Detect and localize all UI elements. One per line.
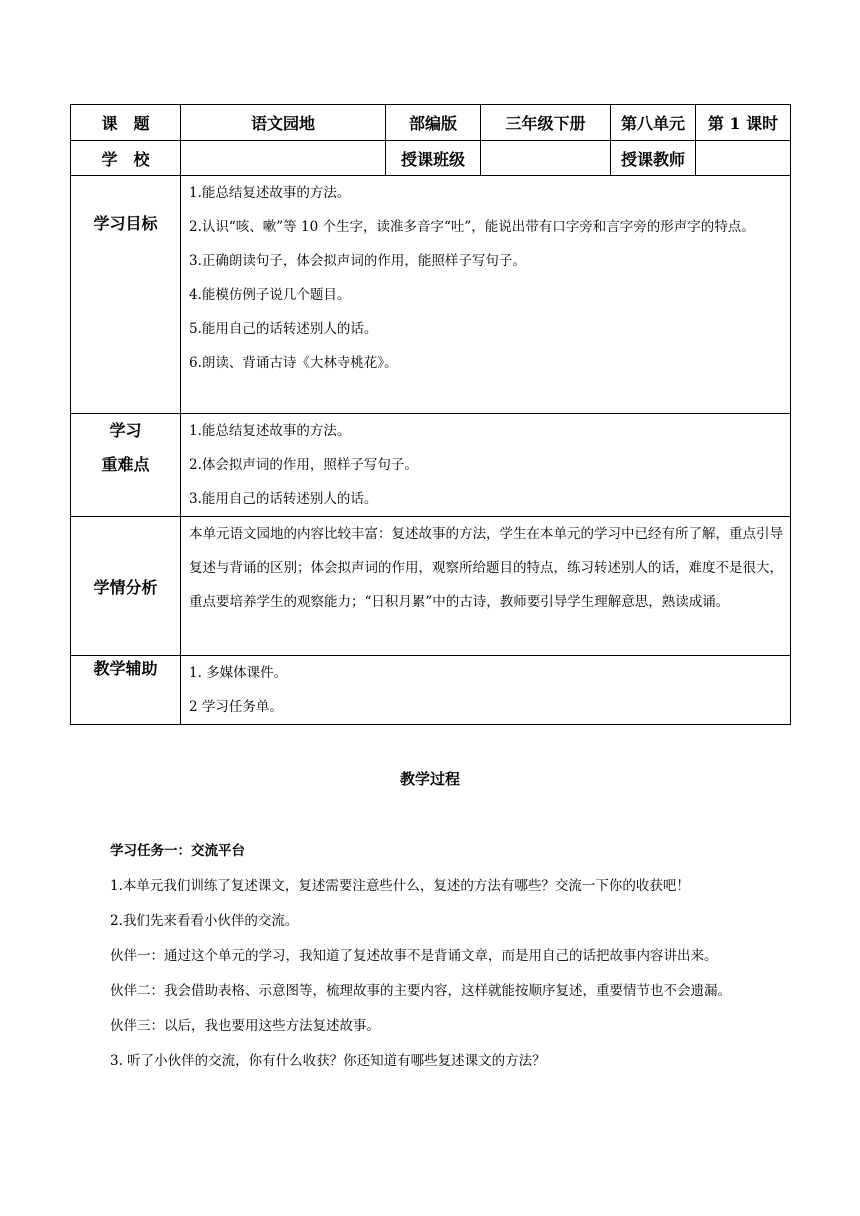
- header-row-topic: [71, 105, 791, 141]
- goals-label: 学习目标: [71, 176, 181, 414]
- key-point-item: 2.体会拟声词的作用，照样子写句子。: [189, 457, 418, 473]
- key-point-item: 3.能用自己的话转述别人的话。: [189, 491, 378, 507]
- task-title: 学习任务一：交流平台: [110, 843, 245, 859]
- goal-item: 1.能总结复述故事的方法。: [189, 185, 351, 201]
- aids-row: [71, 656, 791, 725]
- grade-cell: 三年级下册: [481, 105, 611, 141]
- school-value: [181, 141, 386, 176]
- process-paragraph: 伙伴一：通过这个单元的学习，我知道了复述故事不是背诵文章，而是用自己的话把故事内容讲出来。: [110, 948, 718, 964]
- goal-item: 5.能用自己的话转述别人的话。: [189, 321, 378, 337]
- class-value: [481, 141, 611, 176]
- process-paragraph: 伙伴二：我会借助表格、示意图等，梳理故事的主要内容，这样就能按顺序复述，重要情节也不会遗漏。: [110, 983, 731, 999]
- process-title: 教学过程: [399, 770, 460, 788]
- process-paragraph: 3. 听了小伙伴的交流，你有什么收获？你还知道有哪些复述课文的方法？: [110, 1053, 546, 1069]
- topic-value: 语文园地: [181, 105, 386, 141]
- class-label: 授课班级: [386, 141, 481, 176]
- teacher-label: 授课教师: [611, 141, 696, 176]
- topic-label: 课 题: [71, 105, 181, 141]
- aid-item: 1. 多媒体课件。: [189, 665, 288, 681]
- header-row-school: [71, 141, 791, 176]
- goal-item: 3.正确朗读句子，体会拟声词的作用，能照样子写句子。: [189, 253, 526, 269]
- key-points-content: [181, 414, 791, 517]
- goal-item: 2.认识“咳、嗽”等 10 个生字，读准多音字“吐”，能说出带有口字旁和言字旁的形声字的特点。: [189, 219, 755, 235]
- key-points-label-line2: 重难点: [101, 455, 150, 474]
- teacher-value: [696, 141, 791, 176]
- aids-label: 教学辅助: [71, 656, 181, 725]
- goals-content: [181, 176, 791, 414]
- analysis-row: [71, 517, 791, 656]
- edition-cell: 部编版: [386, 105, 481, 141]
- school-label: 学 校: [71, 141, 181, 176]
- process-paragraph: 2.我们先来看看小伙伴的交流。: [110, 913, 299, 929]
- unit-cell: 第八单元: [611, 105, 696, 141]
- lesson-cell: 第 1 课时: [696, 105, 791, 141]
- key-points-label-line1: 学习: [109, 421, 142, 440]
- goals-row: [71, 176, 791, 414]
- aid-item: 2 学习任务单。: [189, 699, 283, 715]
- process-paragraph: 1.本单元我们训练了复述课文，复述需要注意些什么，复述的方法有哪些？交流一下你的收获吧！: [110, 878, 690, 894]
- analysis-label: 学情分析: [71, 517, 181, 656]
- lesson-info-table: [70, 104, 791, 725]
- analysis-content: [181, 517, 791, 656]
- goal-item: 4.能模仿例子说几个题目。: [189, 287, 351, 303]
- process-body: [86, 834, 786, 1079]
- key-point-item: 1.能总结复述故事的方法。: [189, 423, 351, 439]
- key-points-label: [71, 414, 181, 517]
- aids-content: [181, 656, 791, 725]
- goal-item: 6.朗读、背诵古诗《大林寺桃花》。: [189, 355, 398, 371]
- process-paragraph: 伙伴三：以后，我也要用这些方法复述故事。: [110, 1018, 380, 1034]
- analysis-text: 本单元语文园地的内容比较丰富：复述故事的方法，学生在本单元的学习中已经有所了解，重点引导复述与背诵的区别；体会拟声词的作用，观察所给题目的特点，练习转述别人的话，难度不是很大，重点要培养学生的观察能力；“日积月累”中的古诗，教师要引导学生理解意思，熟读成诵。: [189, 526, 783, 610]
- key-points-row: [71, 414, 791, 517]
